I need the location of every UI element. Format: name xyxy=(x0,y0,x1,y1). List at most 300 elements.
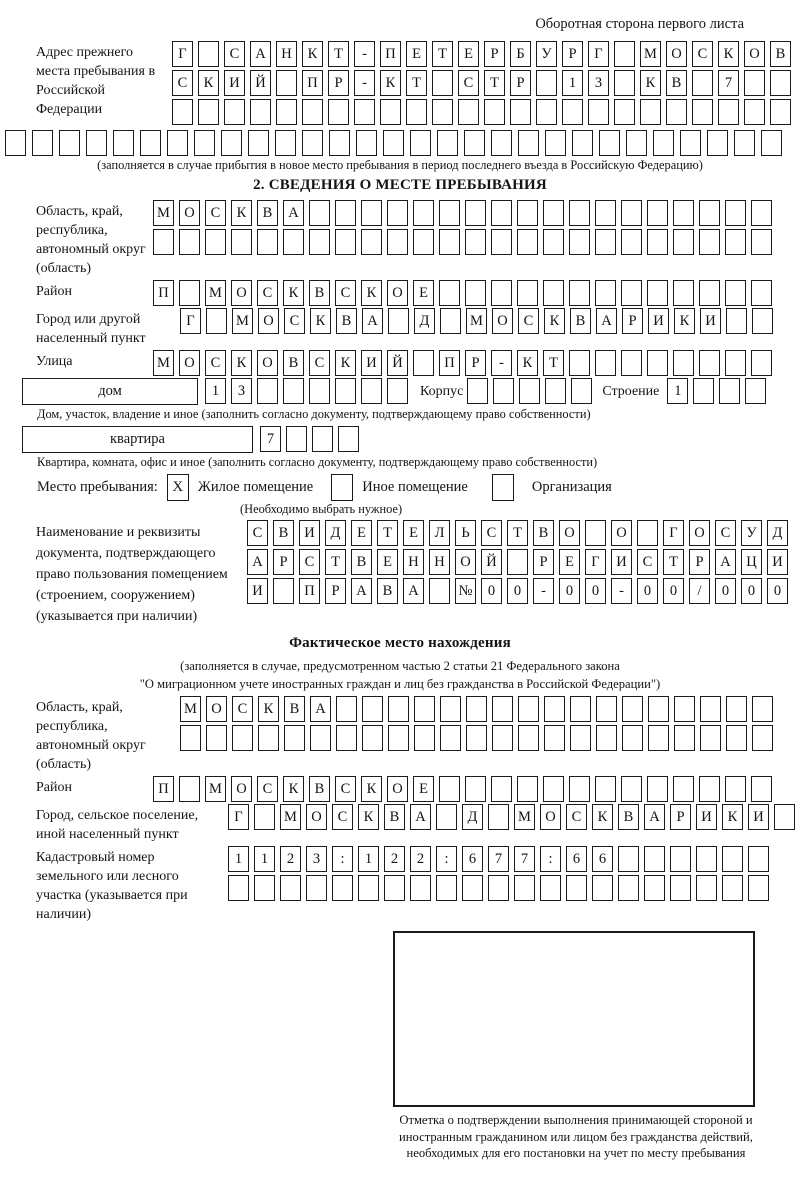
char-cell[interactable]: К xyxy=(544,308,565,334)
char-cell[interactable]: П xyxy=(299,578,320,604)
char-cell[interactable]: И xyxy=(361,350,382,376)
char-cell-empty[interactable] xyxy=(336,725,357,751)
char-cell[interactable]: С xyxy=(257,776,278,802)
char-cell[interactable]: А xyxy=(403,578,424,604)
char-cell[interactable]: И xyxy=(767,549,788,575)
char-cell[interactable]: В xyxy=(257,200,278,226)
char-cell-empty[interactable] xyxy=(621,776,642,802)
char-cell-empty[interactable] xyxy=(648,696,669,722)
char-cell[interactable]: О xyxy=(611,520,632,546)
char-cell[interactable]: К xyxy=(283,776,304,802)
char-cell-empty[interactable] xyxy=(380,99,401,125)
char-cell-empty[interactable] xyxy=(569,229,590,255)
char-cell[interactable]: М xyxy=(232,308,253,334)
char-cell[interactable]: К xyxy=(722,804,743,830)
char-cell[interactable]: С xyxy=(172,70,193,96)
char-cell[interactable]: К xyxy=(310,308,331,334)
char-cell-empty[interactable] xyxy=(751,350,772,376)
char-cell-empty[interactable] xyxy=(599,130,620,156)
char-cell-empty[interactable] xyxy=(544,725,565,751)
char-cell[interactable]: Р xyxy=(562,41,583,67)
char-cell[interactable]: : xyxy=(332,846,353,872)
char-cell[interactable]: О xyxy=(231,280,252,306)
char-cell-empty[interactable] xyxy=(751,229,772,255)
char-cell-empty[interactable] xyxy=(179,776,200,802)
char-cell-empty[interactable] xyxy=(673,200,694,226)
char-cell-empty[interactable] xyxy=(491,776,512,802)
char-cell[interactable]: Й xyxy=(481,549,502,575)
char-cell-empty[interactable] xyxy=(466,696,487,722)
char-cell-empty[interactable] xyxy=(621,350,642,376)
char-cell-empty[interactable] xyxy=(257,229,278,255)
char-cell[interactable]: А xyxy=(644,804,665,830)
char-cell[interactable]: Е xyxy=(403,520,424,546)
char-cell[interactable]: 7 xyxy=(718,70,739,96)
char-cell[interactable]: И xyxy=(696,804,717,830)
char-cell-empty[interactable] xyxy=(388,696,409,722)
char-cell[interactable]: Е xyxy=(458,41,479,67)
char-cell[interactable]: Т xyxy=(377,520,398,546)
char-cell-empty[interactable] xyxy=(280,875,301,901)
char-cell-empty[interactable] xyxy=(744,70,765,96)
char-cell-empty[interactable] xyxy=(536,99,557,125)
char-cell[interactable]: М xyxy=(205,776,226,802)
char-cell-empty[interactable] xyxy=(595,776,616,802)
char-cell[interactable]: К xyxy=(640,70,661,96)
char-cell-empty[interactable] xyxy=(718,99,739,125)
char-cell[interactable]: Г xyxy=(228,804,249,830)
char-cell[interactable]: К xyxy=(283,280,304,306)
char-cell[interactable]: 7 xyxy=(514,846,535,872)
char-cell-empty[interactable] xyxy=(696,846,717,872)
char-cell[interactable]: В xyxy=(351,549,372,575)
char-cell-empty[interactable] xyxy=(258,725,279,751)
char-cell-empty[interactable] xyxy=(484,99,505,125)
char-cell[interactable]: 1 xyxy=(205,378,226,404)
char-cell-empty[interactable] xyxy=(179,280,200,306)
char-cell[interactable]: К xyxy=(380,70,401,96)
char-cell[interactable]: А xyxy=(283,200,304,226)
char-cell-empty[interactable] xyxy=(179,229,200,255)
char-cell-empty[interactable] xyxy=(439,200,460,226)
char-cell-empty[interactable] xyxy=(647,229,668,255)
char-cell[interactable]: О xyxy=(666,41,687,67)
char-cell[interactable]: К xyxy=(231,200,252,226)
char-cell-empty[interactable] xyxy=(725,229,746,255)
char-cell[interactable]: И xyxy=(648,308,669,334)
char-cell-empty[interactable] xyxy=(518,696,539,722)
char-cell[interactable]: С xyxy=(458,70,479,96)
char-cell-empty[interactable] xyxy=(283,229,304,255)
char-cell-empty[interactable] xyxy=(254,804,275,830)
char-cell-empty[interactable] xyxy=(674,725,695,751)
char-cell[interactable]: С xyxy=(284,308,305,334)
char-cell-empty[interactable] xyxy=(572,130,593,156)
char-cell[interactable]: С xyxy=(637,549,658,575)
char-cell[interactable]: К xyxy=(358,804,379,830)
char-cell[interactable]: 2 xyxy=(280,846,301,872)
char-cell-empty[interactable] xyxy=(312,426,333,452)
char-cell[interactable]: О xyxy=(387,280,408,306)
char-cell[interactable]: А xyxy=(250,41,271,67)
char-cell[interactable]: С xyxy=(335,280,356,306)
char-cell-empty[interactable] xyxy=(491,200,512,226)
char-cell-empty[interactable] xyxy=(362,696,383,722)
char-cell[interactable]: Е xyxy=(413,776,434,802)
char-cell-empty[interactable] xyxy=(507,549,528,575)
char-cell[interactable]: - xyxy=(354,70,375,96)
char-cell[interactable]: Е xyxy=(406,41,427,67)
char-cell[interactable]: С xyxy=(309,350,330,376)
char-cell-empty[interactable] xyxy=(361,229,382,255)
char-cell-empty[interactable] xyxy=(592,875,613,901)
stay-option-other-checkbox[interactable] xyxy=(331,474,353,501)
char-cell-empty[interactable] xyxy=(436,804,457,830)
char-cell[interactable]: У xyxy=(741,520,762,546)
char-cell[interactable]: М xyxy=(280,804,301,830)
char-cell[interactable]: В xyxy=(283,350,304,376)
char-cell-empty[interactable] xyxy=(719,378,740,404)
char-cell-empty[interactable] xyxy=(699,350,720,376)
char-cell[interactable]: Ц xyxy=(741,549,762,575)
char-cell-empty[interactable] xyxy=(674,696,695,722)
char-cell[interactable]: О xyxy=(206,696,227,722)
char-cell-empty[interactable] xyxy=(692,99,713,125)
char-cell-empty[interactable] xyxy=(388,725,409,751)
char-cell[interactable]: О xyxy=(492,308,513,334)
char-cell[interactable]: К xyxy=(674,308,695,334)
char-cell[interactable]: Е xyxy=(413,280,434,306)
char-cell-empty[interactable] xyxy=(725,776,746,802)
char-cell-empty[interactable] xyxy=(725,350,746,376)
char-cell-empty[interactable] xyxy=(670,846,691,872)
char-cell-empty[interactable] xyxy=(621,280,642,306)
char-cell[interactable]: С xyxy=(715,520,736,546)
char-cell[interactable]: К xyxy=(302,41,323,67)
char-cell[interactable]: А xyxy=(351,578,372,604)
char-cell-empty[interactable] xyxy=(492,696,513,722)
char-cell-empty[interactable] xyxy=(622,725,643,751)
char-cell-empty[interactable] xyxy=(647,776,668,802)
char-cell[interactable]: А xyxy=(362,308,383,334)
char-cell[interactable]: 6 xyxy=(462,846,483,872)
char-cell[interactable]: № xyxy=(455,578,476,604)
char-cell-empty[interactable] xyxy=(640,99,661,125)
char-cell[interactable]: Л xyxy=(429,520,450,546)
char-cell-empty[interactable] xyxy=(429,578,450,604)
char-cell-empty[interactable] xyxy=(5,130,26,156)
char-cell[interactable]: Е xyxy=(351,520,372,546)
char-cell-empty[interactable] xyxy=(621,200,642,226)
char-cell[interactable]: - xyxy=(533,578,554,604)
char-cell[interactable]: Р xyxy=(510,70,531,96)
char-cell-empty[interactable] xyxy=(153,229,174,255)
char-cell-empty[interactable] xyxy=(231,229,252,255)
char-cell[interactable]: Г xyxy=(180,308,201,334)
char-cell[interactable]: В xyxy=(666,70,687,96)
char-cell-empty[interactable] xyxy=(666,99,687,125)
char-cell-empty[interactable] xyxy=(644,875,665,901)
char-cell-empty[interactable] xyxy=(680,130,701,156)
char-cell-empty[interactable] xyxy=(406,99,427,125)
stay-option-organization-checkbox[interactable] xyxy=(492,474,514,501)
char-cell-empty[interactable] xyxy=(540,875,561,901)
char-cell[interactable]: 0 xyxy=(663,578,684,604)
char-cell-empty[interactable] xyxy=(647,350,668,376)
char-cell-empty[interactable] xyxy=(569,776,590,802)
char-cell[interactable]: Р xyxy=(273,549,294,575)
char-cell-empty[interactable] xyxy=(440,308,461,334)
char-cell-empty[interactable] xyxy=(387,229,408,255)
char-cell-empty[interactable] xyxy=(439,229,460,255)
char-cell-empty[interactable] xyxy=(566,875,587,901)
char-cell-empty[interactable] xyxy=(488,804,509,830)
char-cell[interactable]: К xyxy=(198,70,219,96)
char-cell[interactable]: Й xyxy=(387,350,408,376)
char-cell-empty[interactable] xyxy=(413,350,434,376)
char-cell-empty[interactable] xyxy=(309,229,330,255)
char-cell-empty[interactable] xyxy=(543,200,564,226)
char-cell-empty[interactable] xyxy=(752,696,773,722)
char-cell[interactable]: К xyxy=(517,350,538,376)
char-cell[interactable]: Т xyxy=(432,41,453,67)
char-cell[interactable]: Д xyxy=(462,804,483,830)
char-cell-empty[interactable] xyxy=(276,99,297,125)
char-cell-empty[interactable] xyxy=(198,99,219,125)
char-cell[interactable]: Т xyxy=(484,70,505,96)
char-cell-empty[interactable] xyxy=(774,804,795,830)
char-cell[interactable]: Р xyxy=(325,578,346,604)
char-cell[interactable]: М xyxy=(514,804,535,830)
char-cell[interactable]: М xyxy=(153,350,174,376)
char-cell[interactable]: В xyxy=(618,804,639,830)
char-cell[interactable]: И xyxy=(700,308,721,334)
char-cell-empty[interactable] xyxy=(570,725,591,751)
char-cell[interactable]: П xyxy=(439,350,460,376)
char-cell[interactable]: 3 xyxy=(231,378,252,404)
char-cell-empty[interactable] xyxy=(302,130,323,156)
char-cell-empty[interactable] xyxy=(700,725,721,751)
char-cell-empty[interactable] xyxy=(673,776,694,802)
char-cell[interactable]: И xyxy=(611,549,632,575)
char-cell[interactable]: 0 xyxy=(585,578,606,604)
char-cell[interactable]: С xyxy=(481,520,502,546)
char-cell[interactable]: О xyxy=(744,41,765,67)
char-cell[interactable]: В xyxy=(770,41,791,67)
char-cell[interactable]: 0 xyxy=(741,578,762,604)
char-cell-empty[interactable] xyxy=(276,70,297,96)
char-cell-empty[interactable] xyxy=(59,130,80,156)
char-cell[interactable]: П xyxy=(380,41,401,67)
char-cell-empty[interactable] xyxy=(358,875,379,901)
char-cell-empty[interactable] xyxy=(232,725,253,751)
char-cell-empty[interactable] xyxy=(410,130,431,156)
char-cell[interactable]: П xyxy=(153,776,174,802)
char-cell[interactable]: 2 xyxy=(410,846,431,872)
char-cell-empty[interactable] xyxy=(545,130,566,156)
char-cell-empty[interactable] xyxy=(387,378,408,404)
char-cell[interactable]: 0 xyxy=(507,578,528,604)
char-cell[interactable]: С xyxy=(566,804,587,830)
char-cell-empty[interactable] xyxy=(206,725,227,751)
char-cell-empty[interactable] xyxy=(383,130,404,156)
char-cell-empty[interactable] xyxy=(387,200,408,226)
char-cell[interactable]: Д xyxy=(325,520,346,546)
char-cell-empty[interactable] xyxy=(286,426,307,452)
char-cell-empty[interactable] xyxy=(194,130,215,156)
char-cell-empty[interactable] xyxy=(595,280,616,306)
char-cell[interactable]: В xyxy=(309,776,330,802)
char-cell[interactable]: : xyxy=(540,846,561,872)
char-cell-empty[interactable] xyxy=(517,200,538,226)
char-cell[interactable]: К xyxy=(231,350,252,376)
char-cell-empty[interactable] xyxy=(329,130,350,156)
char-cell-empty[interactable] xyxy=(356,130,377,156)
char-cell-empty[interactable] xyxy=(745,378,766,404)
char-cell[interactable]: Т xyxy=(663,549,684,575)
char-cell-empty[interactable] xyxy=(726,696,747,722)
char-cell[interactable]: 6 xyxy=(592,846,613,872)
char-cell-empty[interactable] xyxy=(224,99,245,125)
char-cell-empty[interactable] xyxy=(410,875,431,901)
char-cell-empty[interactable] xyxy=(543,229,564,255)
char-cell-empty[interactable] xyxy=(751,280,772,306)
char-cell-empty[interactable] xyxy=(693,378,714,404)
char-cell[interactable]: 2 xyxy=(384,846,405,872)
char-cell-empty[interactable] xyxy=(543,776,564,802)
char-cell-empty[interactable] xyxy=(726,308,747,334)
char-cell[interactable]: В xyxy=(570,308,591,334)
char-cell-empty[interactable] xyxy=(338,426,359,452)
char-cell[interactable]: О xyxy=(231,776,252,802)
char-cell-empty[interactable] xyxy=(228,875,249,901)
char-cell[interactable]: И xyxy=(247,578,268,604)
char-cell-empty[interactable] xyxy=(614,99,635,125)
char-cell-empty[interactable] xyxy=(621,229,642,255)
char-cell-empty[interactable] xyxy=(335,200,356,226)
char-cell-empty[interactable] xyxy=(596,725,617,751)
char-cell-empty[interactable] xyxy=(545,378,566,404)
char-cell-empty[interactable] xyxy=(614,41,635,67)
char-cell[interactable]: 1 xyxy=(228,846,249,872)
char-cell-empty[interactable] xyxy=(309,378,330,404)
char-cell[interactable]: Е xyxy=(377,549,398,575)
char-cell-empty[interactable] xyxy=(439,776,460,802)
char-cell[interactable]: 1 xyxy=(254,846,275,872)
char-cell[interactable]: К xyxy=(361,776,382,802)
char-cell[interactable]: 3 xyxy=(588,70,609,96)
char-cell-empty[interactable] xyxy=(140,130,161,156)
char-cell-empty[interactable] xyxy=(384,875,405,901)
char-cell-empty[interactable] xyxy=(752,308,773,334)
char-cell-empty[interactable] xyxy=(248,130,269,156)
char-cell[interactable]: Т xyxy=(543,350,564,376)
char-cell-empty[interactable] xyxy=(518,725,539,751)
char-cell[interactable]: Й xyxy=(250,70,271,96)
char-cell[interactable]: С xyxy=(224,41,245,67)
char-cell-empty[interactable] xyxy=(310,725,331,751)
char-cell[interactable]: В xyxy=(377,578,398,604)
char-cell-empty[interactable] xyxy=(414,696,435,722)
char-cell-empty[interactable] xyxy=(562,99,583,125)
char-cell-empty[interactable] xyxy=(595,229,616,255)
char-cell-empty[interactable] xyxy=(309,200,330,226)
char-cell[interactable]: А xyxy=(596,308,617,334)
char-cell-empty[interactable] xyxy=(647,280,668,306)
char-cell-empty[interactable] xyxy=(440,696,461,722)
char-cell-empty[interactable] xyxy=(725,200,746,226)
char-cell[interactable]: Г xyxy=(663,520,684,546)
char-cell[interactable]: С xyxy=(335,776,356,802)
char-cell-empty[interactable] xyxy=(517,776,538,802)
char-cell[interactable]: С xyxy=(518,308,539,334)
char-cell[interactable]: У xyxy=(536,41,557,67)
char-cell-empty[interactable] xyxy=(543,280,564,306)
char-cell[interactable]: К xyxy=(592,804,613,830)
char-cell-empty[interactable] xyxy=(113,130,134,156)
char-cell-empty[interactable] xyxy=(569,350,590,376)
char-cell[interactable]: 7 xyxy=(488,846,509,872)
char-cell-empty[interactable] xyxy=(637,520,658,546)
char-cell[interactable]: 0 xyxy=(767,578,788,604)
char-cell[interactable]: О xyxy=(540,804,561,830)
char-cell[interactable]: И xyxy=(748,804,769,830)
char-cell-empty[interactable] xyxy=(595,350,616,376)
char-cell-empty[interactable] xyxy=(283,378,304,404)
char-cell-empty[interactable] xyxy=(726,725,747,751)
char-cell-empty[interactable] xyxy=(622,696,643,722)
char-cell-empty[interactable] xyxy=(436,875,457,901)
char-cell[interactable]: С xyxy=(332,804,353,830)
char-cell[interactable]: Т xyxy=(328,41,349,67)
char-cell[interactable]: В xyxy=(273,520,294,546)
char-cell[interactable]: Т xyxy=(507,520,528,546)
char-cell-empty[interactable] xyxy=(647,200,668,226)
char-cell[interactable]: 0 xyxy=(637,578,658,604)
char-cell-empty[interactable] xyxy=(596,696,617,722)
char-cell-empty[interactable] xyxy=(458,99,479,125)
char-cell[interactable]: П xyxy=(302,70,323,96)
char-cell-empty[interactable] xyxy=(588,99,609,125)
char-cell-empty[interactable] xyxy=(32,130,53,156)
char-cell-empty[interactable] xyxy=(514,875,535,901)
char-cell-empty[interactable] xyxy=(725,280,746,306)
char-cell[interactable]: - xyxy=(611,578,632,604)
char-cell-empty[interactable] xyxy=(440,725,461,751)
char-cell[interactable]: 1 xyxy=(358,846,379,872)
char-cell-empty[interactable] xyxy=(707,130,728,156)
char-cell-empty[interactable] xyxy=(618,875,639,901)
char-cell-empty[interactable] xyxy=(302,99,323,125)
char-cell[interactable]: О xyxy=(179,350,200,376)
char-cell[interactable]: Д xyxy=(414,308,435,334)
char-cell-empty[interactable] xyxy=(491,280,512,306)
char-cell-empty[interactable] xyxy=(519,378,540,404)
char-cell[interactable]: К xyxy=(361,280,382,306)
char-cell[interactable]: О xyxy=(257,350,278,376)
char-cell-empty[interactable] xyxy=(761,130,782,156)
char-cell[interactable]: Р xyxy=(689,549,710,575)
char-cell-empty[interactable] xyxy=(518,130,539,156)
char-cell[interactable]: Н xyxy=(403,549,424,575)
char-cell-empty[interactable] xyxy=(722,875,743,901)
char-cell-empty[interactable] xyxy=(432,70,453,96)
char-cell[interactable]: И xyxy=(224,70,245,96)
char-cell[interactable]: 1 xyxy=(667,378,688,404)
char-cell-empty[interactable] xyxy=(748,875,769,901)
char-cell-empty[interactable] xyxy=(722,846,743,872)
char-cell[interactable]: М xyxy=(153,200,174,226)
